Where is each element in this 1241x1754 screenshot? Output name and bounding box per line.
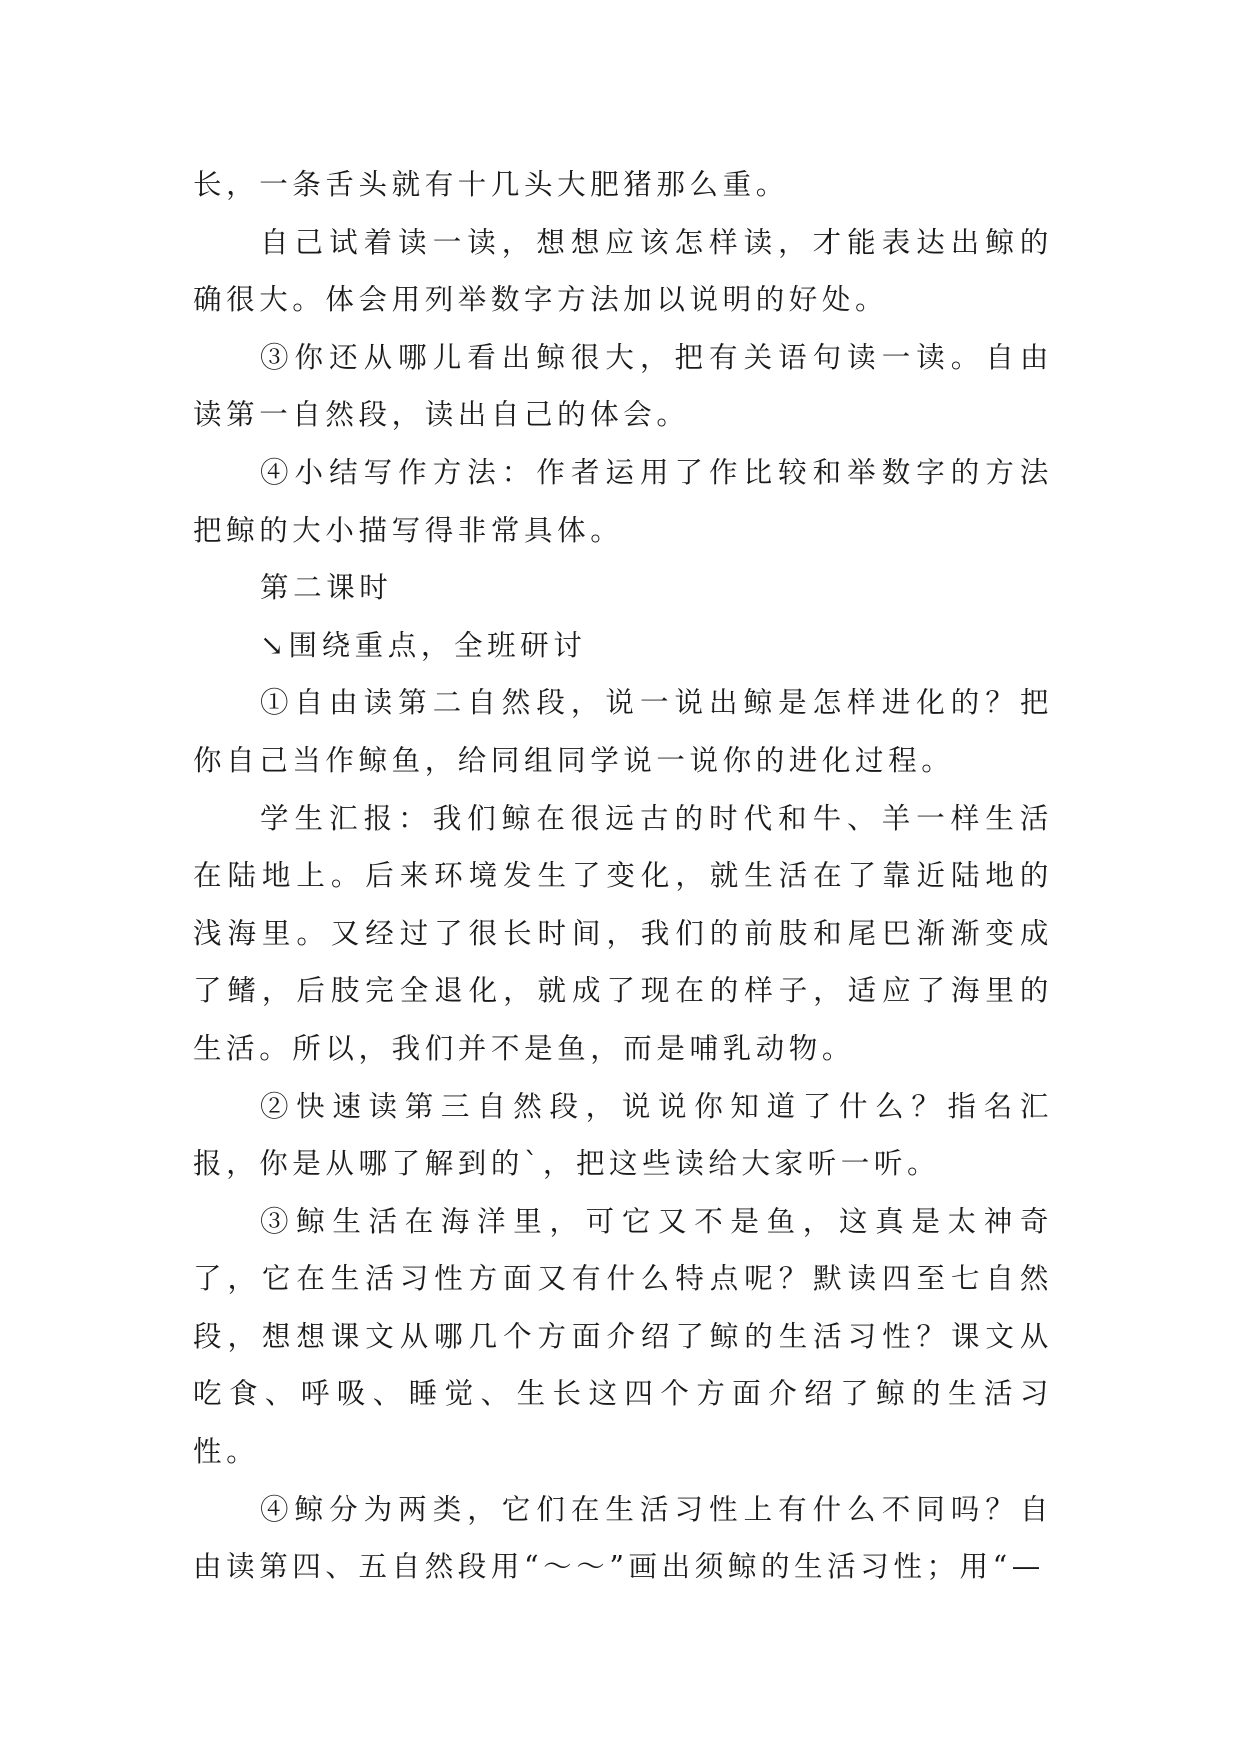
paragraph-item-2-quick-read: ②快速读第三自然段，说说你知道了什么？指名汇报，你是从哪了解到的`，把这些读给大家听一听。	[193, 1089, 1053, 1181]
paragraph-read-aloud-instruction: 自己试着读一读，想想应该怎样读，才能表达出鲸的确很大。体会用列举数字方法加以说明的好处。	[193, 225, 1053, 317]
paragraph-item-4-writing-method: ④小结写作方法：作者运用了作比较和举数字的方法把鲸的大小描写得非常具体。	[193, 455, 1053, 547]
paragraph-continuation: 长，一条舌头就有十几头大肥猪那么重。	[193, 168, 789, 201]
document-body	[193, 156, 1053, 1596]
paragraph-item-3-living-habits: ③鲸生活在海洋里，可它又不是鱼，这真是太神奇了，它在生活习性方面又有什么特点呢？默读四至七自然段，想想课文从哪几个方面介绍了鲸的生活习性？课文从吃食、呼吸、睡觉、生长这四个方面介绍了鲸的生活习性。	[193, 1204, 1053, 1469]
paragraph-item-4-two-types: ④鲸分为两类，它们在生活习性上有什么不同吗？自由读第四、五自然段用“～～”画出须鲸的生活习性；用“—	[193, 1492, 1053, 1584]
section-heading-second-lesson: 第二课时	[260, 571, 393, 605]
paragraph-item-3-whale-size: ③你还从哪儿看出鲸很大，把有关语句读一读。自由读第一自然段，读出自己的体会。	[193, 340, 1053, 432]
paragraph-item-1-evolution: ①自由读第二自然段，说一说出鲸是怎样进化的？把你自己当作鲸鱼，给同组同学说一说你的进化过程。	[193, 686, 1053, 777]
section-subheading-class-discussion: ↘围绕重点，全班研讨	[260, 628, 587, 662]
paragraph-student-report: 学生汇报：我们鲸在很远古的时代和牛、羊一样生活在陆地上。后来环境发生了变化，就生活在了靠近陆地的浅海里。又经过了很长时间，我们的前肢和尾巴渐渐变成了鳍，后肢完全退化，就成了现在的样子，适应了海里的生活。所以，我们并不是鱼，而是哺乳动物。	[193, 801, 1053, 1065]
